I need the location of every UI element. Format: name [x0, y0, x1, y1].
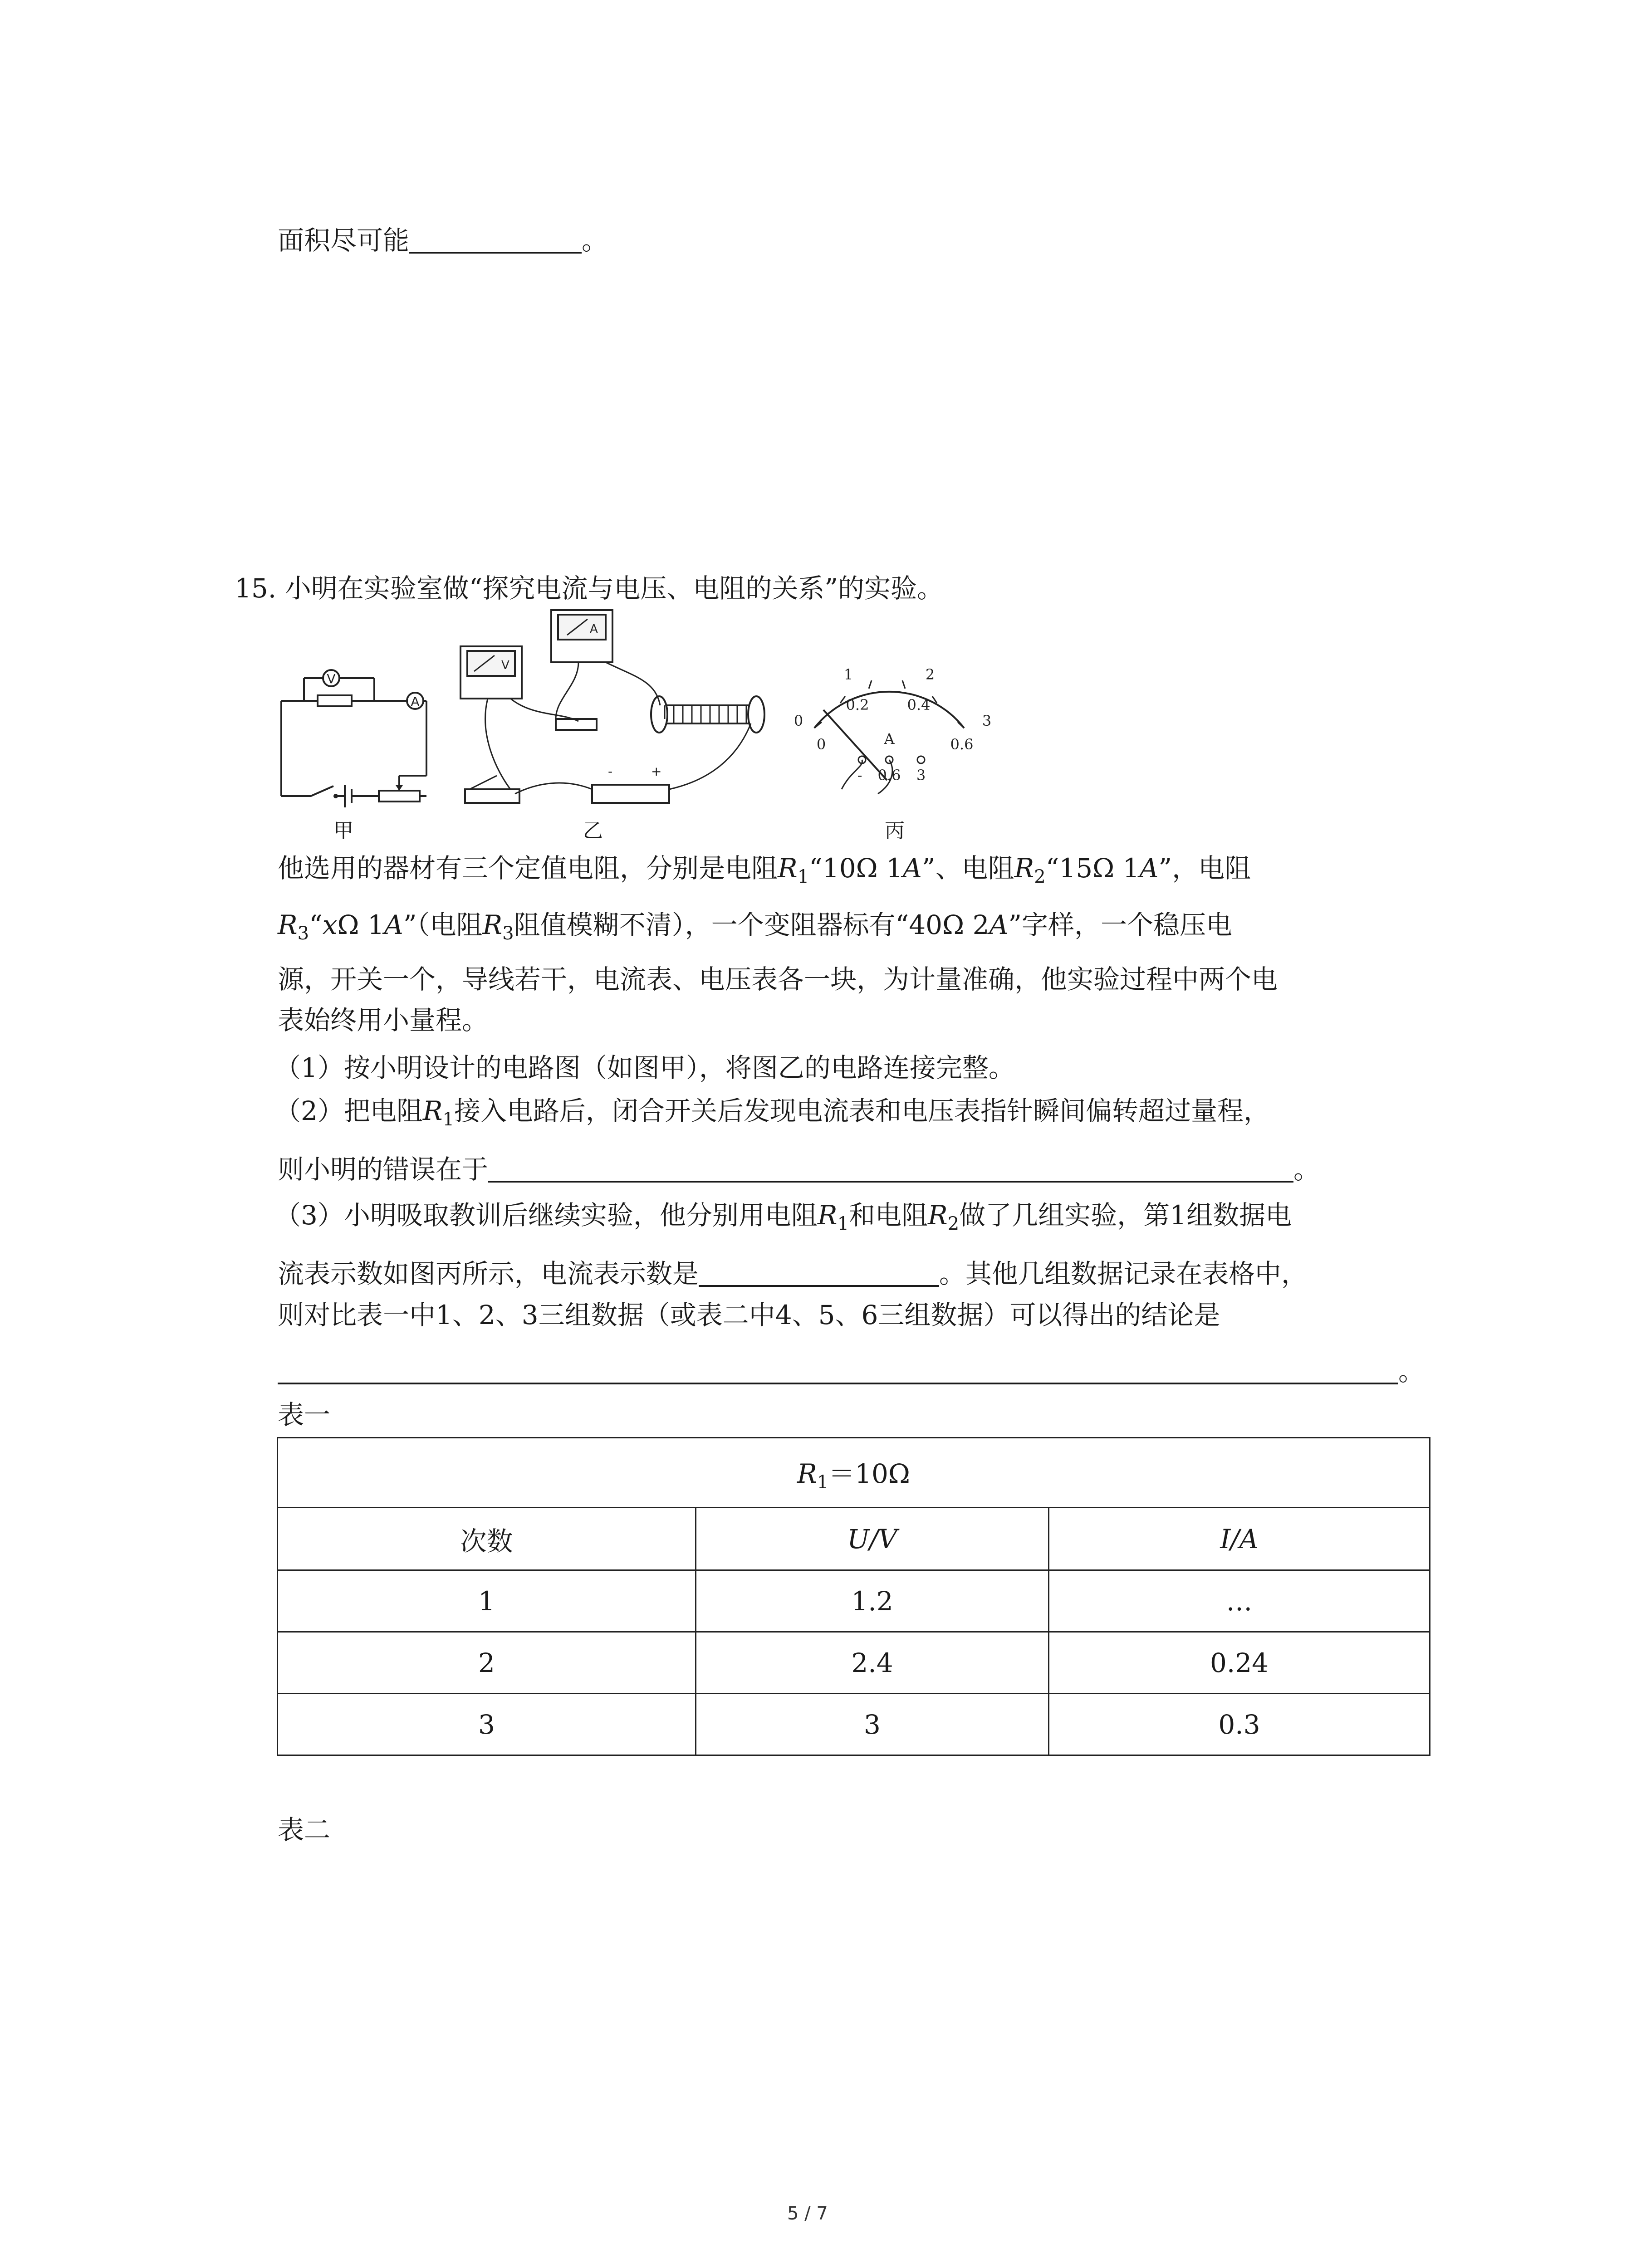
- desc-line-1: 他选用的器材有三个定值电阻，分别是电阻$R_1“10\Omega$ 1A”、电阻$R_2“15\Omega$ 1A”，电阻: [278, 853, 1251, 887]
- table-1-caption: 表一: [278, 1399, 331, 1430]
- table-cell: 0.3: [1049, 1694, 1430, 1755]
- meter-unit: A: [884, 730, 895, 748]
- meter-top-2: 2: [925, 666, 935, 683]
- top-line-text: 面积尽可能: [278, 225, 410, 256]
- meter-terminal-3: 3: [916, 767, 926, 784]
- table-cell: 3: [278, 1694, 696, 1755]
- table-cell: 0.24: [1049, 1632, 1430, 1694]
- answer-blank-area[interactable]: [409, 225, 582, 254]
- table-1: [277, 1437, 1430, 1756]
- figure-label-bing: 丙: [885, 819, 905, 842]
- meter-bottom-0: 0: [816, 736, 826, 753]
- desc-line-2: $R_3“x\Omega$ 1A”（电阻$R_3$阻值模糊不清），一个变阻器标有“40Ω 2A”字样，一个稳压电: [278, 909, 1233, 944]
- svg-text:-: -: [608, 764, 613, 779]
- answer-blank-error[interactable]: [488, 1154, 1293, 1183]
- meter-bottom-0.2: 0.2: [846, 696, 869, 714]
- figure-label-yi: 乙: [583, 819, 603, 842]
- svg-text:A: A: [590, 622, 598, 636]
- part-3-line-4: 。: [278, 1356, 1425, 1384]
- table-1-column-headers: [278, 1508, 1430, 1570]
- top-line: 面积尽可能 。: [278, 225, 608, 256]
- question-number: 15.: [235, 573, 277, 604]
- desc-line-4: 表始终用小量程。: [278, 1005, 489, 1036]
- part-3-line-1: （3）小明吸取教训后继续实验，他分别用电阻$R_1$和电阻$R_2$做了几组实验，第1组数据电: [274, 1200, 1292, 1234]
- svg-text:V: V: [327, 671, 336, 686]
- table-cell: 3: [696, 1694, 1049, 1755]
- answer-blank-current[interactable]: [699, 1259, 939, 1287]
- part-3-line-3: 则对比表一中1、2、3三组数据（或表二中4、5、6三组数据）可以得出的结论是: [278, 1300, 1220, 1330]
- part-2-line-2: 则小明的错误在于 。: [278, 1154, 1320, 1185]
- column-header: 次数: [278, 1508, 696, 1570]
- figure-apparatus: [442, 608, 769, 812]
- svg-text:+: +: [651, 764, 662, 779]
- desc-line-3: 源，开关一个，导线若干，电流表、电压表各一块，为计量准确，他实验过程中两个电: [278, 964, 1278, 995]
- part-1: （1）按小明设计的电路图（如图甲），将图乙的电路连接完整。: [274, 1052, 1015, 1083]
- table-row: [278, 1694, 1430, 1755]
- table-row: [278, 1570, 1430, 1632]
- answer-blank-conclusion[interactable]: [278, 1356, 1398, 1384]
- column-header: U/V: [696, 1508, 1049, 1570]
- table-cell: 1: [278, 1570, 696, 1632]
- meter-top-0: 0: [794, 712, 803, 729]
- table-2-caption: 表二: [278, 1814, 331, 1845]
- column-header: I/A: [1049, 1508, 1430, 1570]
- meter-terminal-0.6: 0.6: [877, 767, 901, 784]
- table-cell: 2.4: [696, 1632, 1049, 1694]
- table-cell: 2: [278, 1632, 696, 1694]
- figure-circuit-diagram: [272, 660, 445, 814]
- svg-text:V: V: [501, 659, 509, 672]
- figure-label-jia: 甲: [333, 819, 353, 842]
- page-number: 5 / 7: [787, 2203, 828, 2224]
- table-cell: …: [1049, 1570, 1430, 1632]
- meter-terminal-neg: -: [857, 767, 862, 784]
- svg-text:A: A: [411, 694, 420, 709]
- table-1-header: $R_1=10\Omega$: [278, 1438, 1430, 1508]
- meter-top-3: 3: [982, 712, 992, 729]
- question-stem-text: 小明在实验室做“探究电流与电压、电阻的关系”的实验。: [284, 573, 943, 604]
- meter-bottom-0.4: 0.4: [907, 696, 931, 714]
- part-2-line-1: （2）把电阻$R_1$接入电路后，闭合开关后发现电流表和电压表指针瞬间偏转超过量程，: [274, 1095, 1270, 1130]
- table-row: [278, 1632, 1430, 1694]
- figure-ammeter: [774, 644, 1009, 807]
- table-cell: 1.2: [696, 1570, 1049, 1632]
- question-stem: [235, 573, 943, 604]
- meter-bottom-0.6: 0.6: [950, 736, 974, 753]
- meter-top-1: 1: [843, 666, 853, 683]
- part-3-line-2: 流表示数如图丙所示，电流表示数是 。其他几组数据记录在表格中，: [278, 1258, 1308, 1289]
